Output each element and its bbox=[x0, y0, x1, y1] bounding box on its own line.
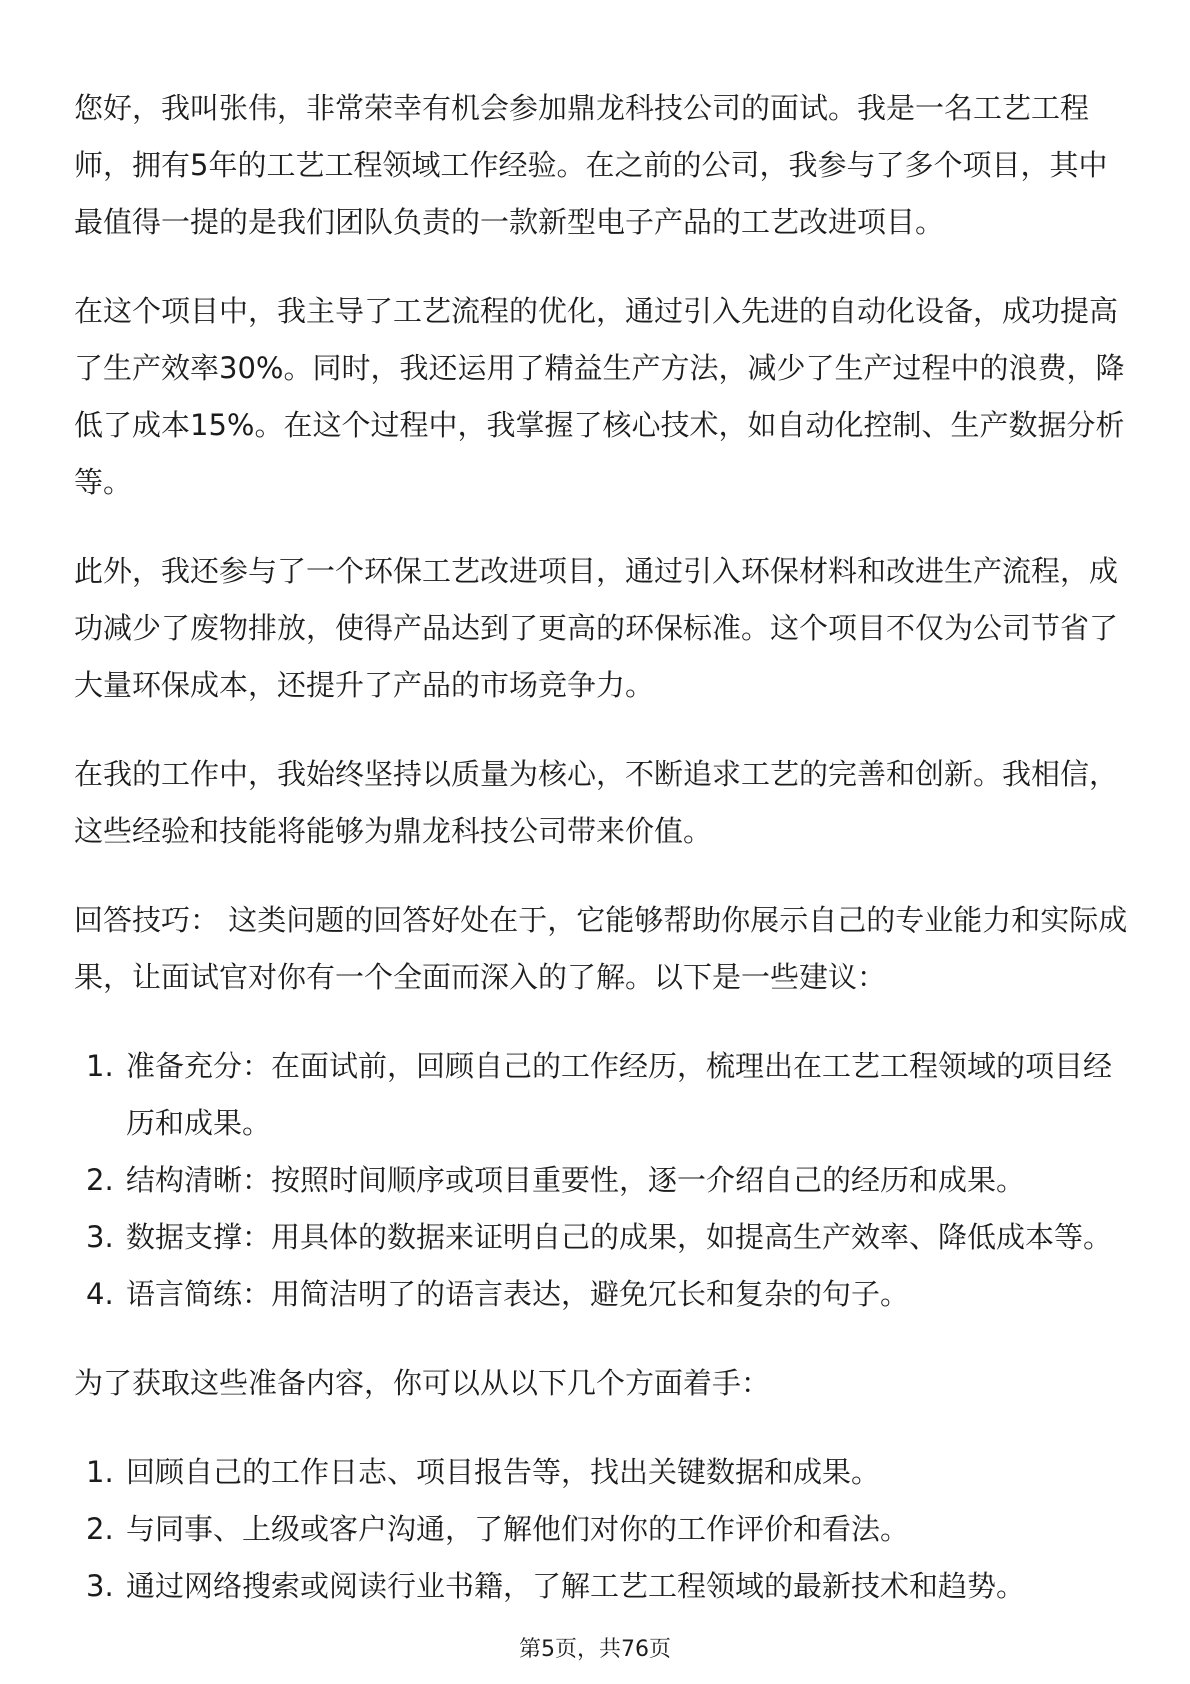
list-item-text: 与同事、上级或客户沟通，了解他们对你的工作评价和看法。 bbox=[126, 1512, 910, 1546]
eco-project-paragraph bbox=[74, 543, 1130, 714]
text-line: 功减少了废物排放，使得产品达到了更高的环保标准。这个项目不仅为公司节省了 bbox=[74, 611, 1119, 645]
page-number-footer: 第5页，共76页 bbox=[519, 1637, 671, 1662]
text-line: 为了获取这些准备内容，你可以从以下几个方面着手： bbox=[74, 1366, 771, 1400]
text-line: 您好，我叫张伟，非常荣幸有机会参加鼎龙科技公司的面试。我是一名工艺工程 bbox=[74, 91, 1090, 125]
tips-intro-paragraph bbox=[74, 892, 1130, 1006]
text-line: 大量环保成本，还提升了产品的市场竞争力。 bbox=[74, 668, 655, 702]
text-line: 回答技巧： 这类问题的回答好处在于，它能够帮助你展示自己的专业能力和实际成 bbox=[74, 903, 1128, 937]
text-line: 果，让面试官对你有一个全面而深入的了解。以下是一些建议： bbox=[74, 960, 887, 994]
list-item bbox=[74, 1038, 1130, 1152]
list-item bbox=[74, 1444, 1130, 1501]
sources-list bbox=[74, 1444, 1130, 1615]
text-line: 了生产效率30%。同时，我还运用了精益生产方法，减少了生产过程中的浪费，降 bbox=[74, 351, 1125, 385]
text-line: 低了成本15%。在这个过程中，我掌握了核心技术，如自动化控制、生产数据分析 bbox=[74, 408, 1125, 442]
list-item-text: 数据支撑：用具体的数据来证明自己的成果，如提高生产效率、降低成本等。 bbox=[126, 1220, 1113, 1254]
list-marker: 2. bbox=[86, 1512, 114, 1546]
list-marker: 4. bbox=[86, 1277, 114, 1311]
tips-list bbox=[74, 1038, 1130, 1323]
text-line: 最值得一提的是我们团队负责的一款新型电子产品的工艺改进项目。 bbox=[74, 205, 945, 239]
intro-paragraph bbox=[74, 80, 1130, 251]
list-marker: 1. bbox=[86, 1049, 114, 1083]
text-line: 此外，我还参与了一个环保工艺改进项目，通过引入环保材料和改进生产流程，成 bbox=[74, 554, 1119, 588]
text-line: 这些经验和技能将能够为鼎龙科技公司带来价值。 bbox=[74, 814, 713, 848]
list-item bbox=[74, 1209, 1130, 1266]
sources-intro-paragraph bbox=[74, 1355, 1130, 1412]
text-line: 在我的工作中，我始终坚持以质量为核心，不断追求工艺的完善和创新。我相信， bbox=[74, 757, 1119, 791]
list-marker: 1. bbox=[86, 1455, 114, 1489]
list-item-text: 回顾自己的工作日志、项目报告等，找出关键数据和成果。 bbox=[126, 1455, 881, 1489]
list-item bbox=[74, 1266, 1130, 1323]
closing-paragraph bbox=[74, 746, 1130, 860]
text-line: 在这个项目中，我主导了工艺流程的优化，通过引入先进的自动化设备，成功提高 bbox=[74, 294, 1119, 328]
list-marker: 3. bbox=[86, 1569, 114, 1603]
list-marker: 2. bbox=[86, 1163, 114, 1197]
list-item bbox=[74, 1501, 1130, 1558]
list-marker: 3. bbox=[86, 1220, 114, 1254]
list-item-text: 结构清晰：按照时间顺序或项目重要性，逐一介绍自己的经历和成果。 bbox=[126, 1163, 1026, 1197]
text-line: 师，拥有5年的工艺工程领域工作经验。在之前的公司，我参与了多个项目，其中 bbox=[74, 148, 1108, 182]
list-item-text: 语言简练：用简洁明了的语言表达，避免冗长和复杂的句子。 bbox=[126, 1277, 910, 1311]
list-item-text: 通过网络搜索或阅读行业书籍，了解工艺工程领域的最新技术和趋势。 bbox=[126, 1569, 1026, 1603]
list-item bbox=[74, 1558, 1130, 1615]
list-item-text: 准备充分：在面试前，回顾自己的工作经历，梳理出在工艺工程领域的项目经 bbox=[126, 1049, 1113, 1083]
list-item-text: 历和成果。 bbox=[126, 1106, 272, 1140]
text-line: 等。 bbox=[74, 465, 133, 499]
project-paragraph bbox=[74, 283, 1130, 511]
list-item bbox=[74, 1152, 1130, 1209]
